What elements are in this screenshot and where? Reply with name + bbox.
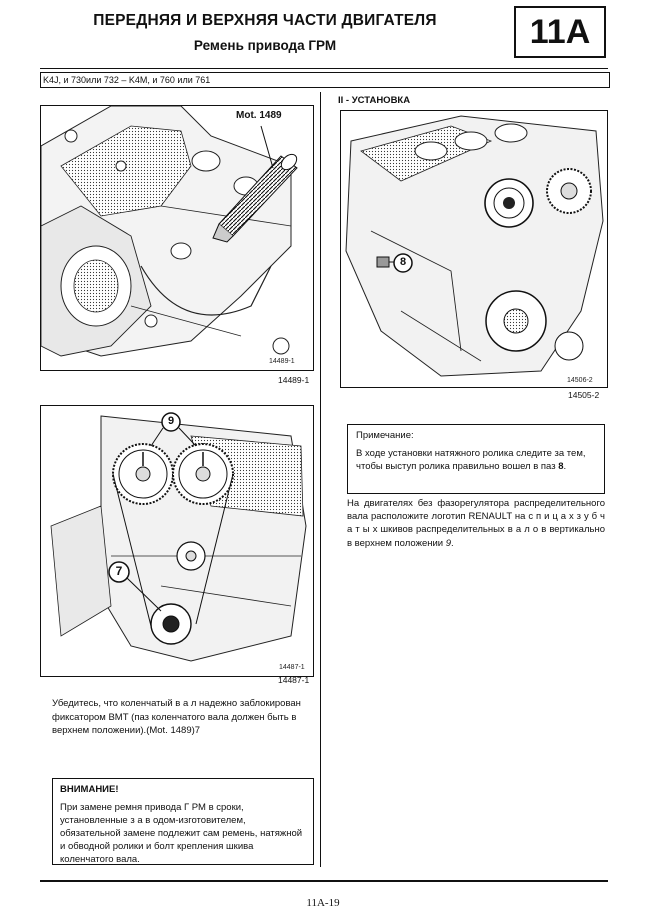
note-title: Примечание: [356,430,414,441]
note-text: В ходе установки натяжного ролика следите за тем, чтобы выступ ролика правильно вошел в паз 8. [356,448,586,472]
paragraph-ref: 9 [445,537,452,549]
engine-drawing-2 [41,406,313,676]
page-subtitle: Ремень привода ГРМ [193,38,337,53]
renault-logo-paragraph: На двигателях без фазорегулятора распределительного вала расположите логотип RENAULT на с п и ц а х з у б ч а т ы х шкивов распределительных в а л о в вертикально в верхнем положении 9. [347,498,605,549]
figure-inner-code: 14487-1 [279,664,305,671]
section-code-badge: 11A [514,6,606,58]
callout-8: 8 [399,256,407,268]
page-title: ПЕРЕДНЯЯ И ВЕРХНЯЯ ЧАСТИ ДВИГАТЕЛЯ [93,12,437,29]
figure-inner-code: 14506-2 [567,377,593,384]
callout-9: 9 [167,415,175,427]
figure-crank-lock-illustration [40,105,314,371]
figure-engine-pulleys-illustration [40,405,314,677]
engine-drawing-1 [41,106,313,370]
engine-drawing-3 [341,111,607,387]
footer-divider [40,880,608,882]
warning-text: При замене ремня привода Г РМ в сроки, установленные з а в одом-изготовителем, обязательной замене подлежит сам ремень, натяжной и обводной ролики и болт крепления шкива коленчатого вала. [60,802,303,865]
crank-lock-paragraph: Убедитесь, что коленчатый в а л надежно заблокирован фиксатором ВМТ (паз коленчатого вала должен быть в верхнем положении).(Mot. 1489)7 [52,698,301,736]
note-box [347,424,605,494]
warning-title: ВНИМАНИЕ! [60,784,119,795]
tool-label: Mot. 1489 [236,110,282,121]
engine-applicability-bar: K4J, и 730или 732 – K4M, и 760 или 761 [40,72,610,88]
callout-7: 7 [115,564,123,578]
column-divider [320,92,321,867]
figure-tensioner-install-illustration [340,110,608,388]
figure-inner-code: 14489-1 [269,358,295,365]
figure-caption: 14489-1 [278,375,310,385]
section-heading: II - УСТАНОВКА [338,95,411,106]
warning-box [52,778,314,865]
figure-caption: 14487-1 [278,675,310,685]
note-ref: 8 [558,461,564,472]
page-number: 11A-19 [306,897,340,909]
tensioner-roller-drawing [485,179,533,227]
header-divider [40,68,608,69]
figure-caption: 14505-2 [568,390,600,400]
